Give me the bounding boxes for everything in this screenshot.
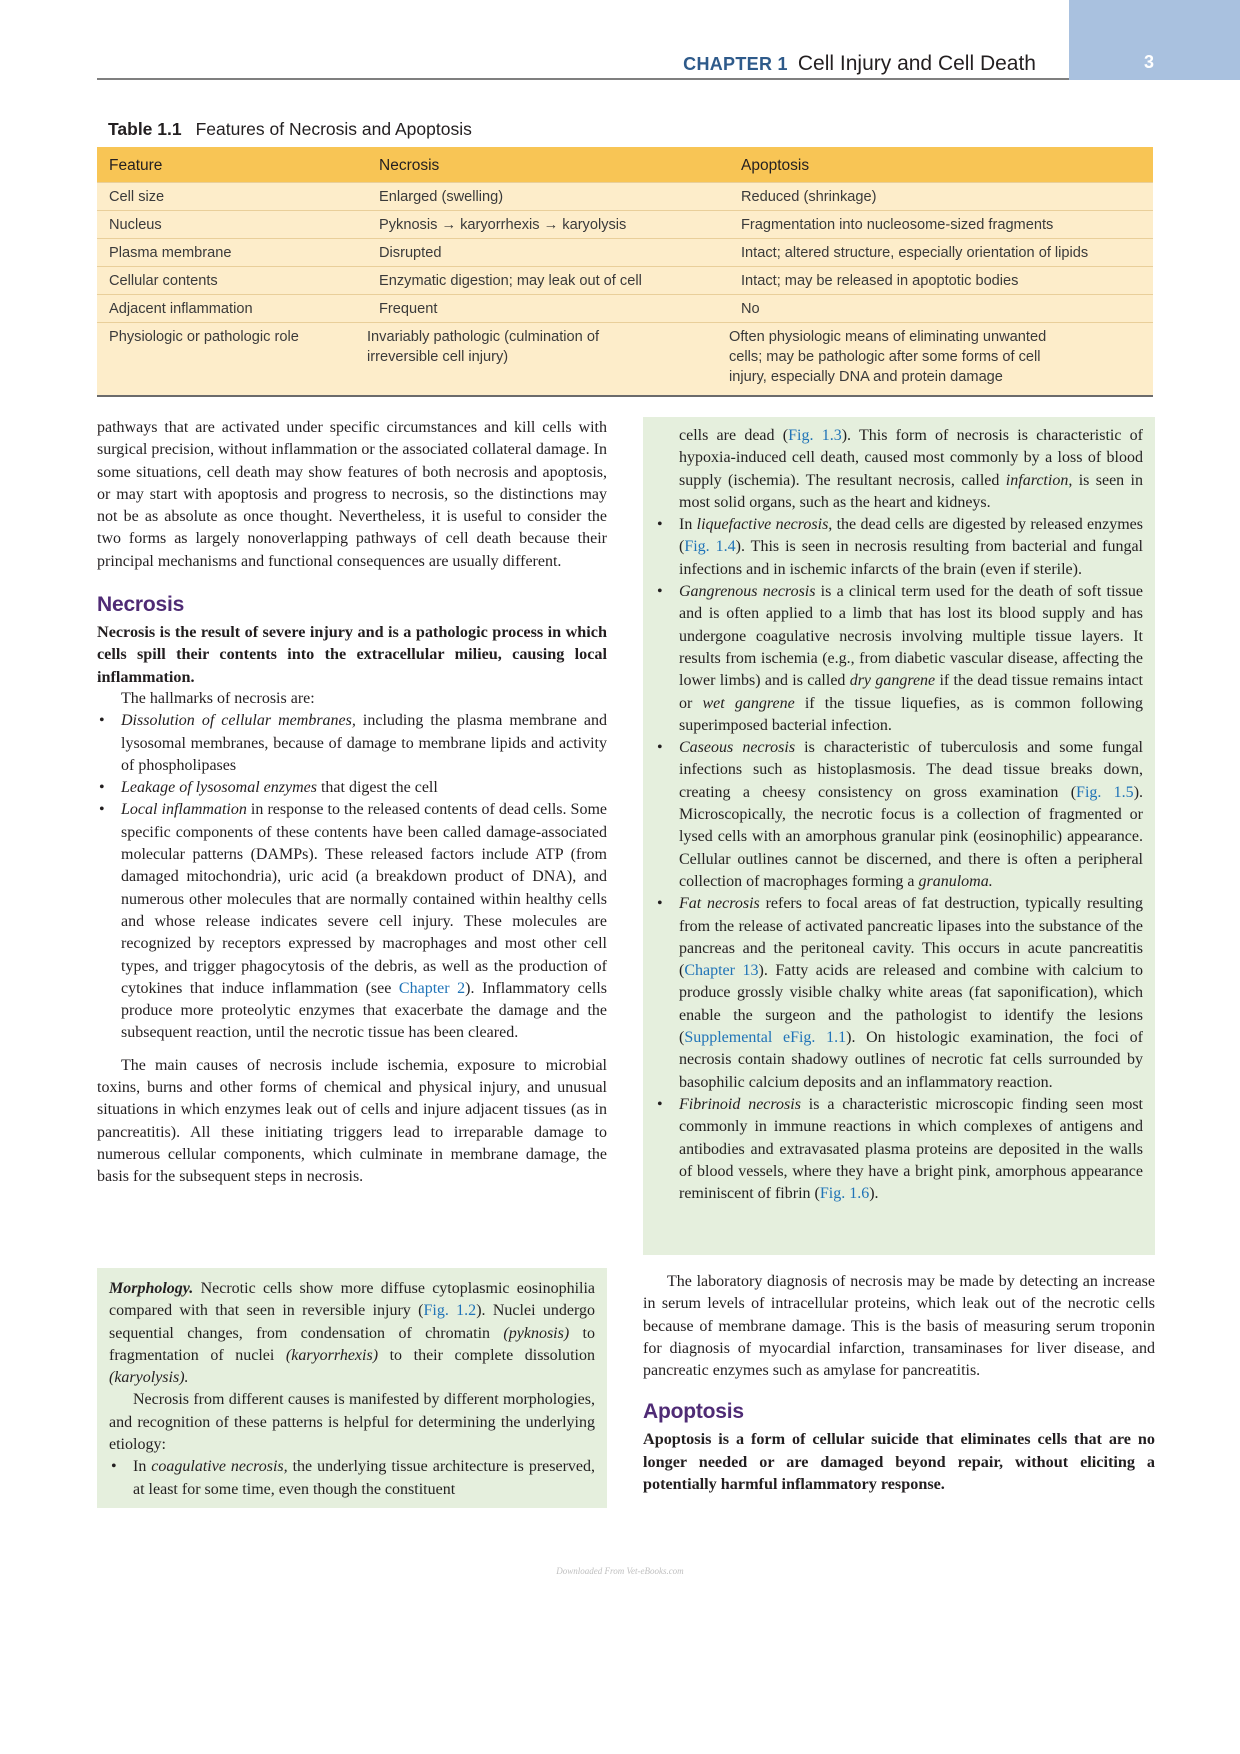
table-cell: Plasma membrane: [97, 239, 367, 267]
necrosis-heading: Necrosis: [97, 593, 185, 617]
table-cell: Enzymatic digestion; may leak out of cell: [367, 267, 729, 295]
text-run: In: [133, 1458, 152, 1476]
text-run: ). This is seen in necrosis resulting from bacterial and fungal infections and in ischemic infarcts of the brain (even if sterile).: [679, 538, 1144, 578]
list-item: [97, 799, 607, 1044]
text-run: is a characteristic microscopic finding seen most commonly in immune reactions in which complexes of antigens and antibodies and extravasated plasma proteins are deposited in the walls of blood vessels, where they have a bright pink, amorphous appearance reminiscent of fibrin (: [679, 1095, 1143, 1203]
table-cell: Disrupted: [367, 239, 729, 267]
table-cell: Intact; altered structure, especially orientation of lipids: [729, 239, 1153, 267]
chapter-label: CHAPTER 1: [683, 54, 788, 74]
term: granuloma.: [918, 872, 993, 890]
table-cell: Reduced (shrinkage): [729, 183, 1153, 211]
apoptosis-heading: Apoptosis: [643, 1400, 744, 1424]
patterns-list: [109, 1456, 595, 1501]
list-item: [655, 1094, 1143, 1205]
table-row: [97, 323, 1153, 397]
item-text: in response to the released contents of dead cells. Some specific components of these contents have been called damage-associated molecular patterns (DAMPs). These released factors include ATP (from damaged mitochondria), uric acid (a breakdown product of DNA), and numerous other molecules that are normally contained within healthy cells and whose release indicates severe cell injury. These molecules are recognized by receptors expressed by macrophages and most other cell types, and trigger phagocytosis of the debris, as well as the production of cytokines that induce inflammation (see: [121, 801, 608, 997]
table-row: [97, 295, 1153, 323]
term: infarction,: [1005, 471, 1073, 489]
table-header-row: [97, 147, 1153, 183]
term: coagulative necrosis,: [151, 1458, 288, 1476]
text-run: ). This form of necrosis is characteristic of hypoxia-induced cell death, caused most commonly by a loss of blood supply (ischemia). The resultant necrosis, called: [679, 427, 1144, 489]
table-cell: Enlarged (swelling): [367, 183, 729, 211]
morphology-paragraph: [109, 1278, 595, 1389]
necrosis-lead: Necrosis is the result of severe injury and is a pathologic process in which cells spill their contents into the extracellular milieu, causing local inflammation.: [97, 623, 607, 686]
cell-line: Often physiologic means of eliminating unwanted: [729, 329, 1047, 345]
hallmarks-list: [97, 710, 607, 1044]
table-cell: Pyknosis → karyorrhexis → karyolysis: [367, 211, 729, 239]
cell-line: irreversible cell injury): [367, 349, 509, 365]
hallmarks-intro: The hallmarks of necrosis are:: [121, 689, 315, 707]
table-cell: [729, 323, 1153, 397]
list-item: [97, 710, 607, 777]
fig-1-6-link[interactable]: Fig. 1.6: [819, 1185, 870, 1203]
table-cell: Frequent: [367, 295, 729, 323]
table-row: [97, 183, 1153, 211]
item-text: including the plasma membrane and lysosomal membranes, because of damage to membrane lipids and activity of phospholipases: [121, 712, 608, 774]
text-run: if the dead tissue remains intact or: [679, 672, 1143, 712]
lab-diagnosis-paragraph: The laboratory diagnosis of necrosis may be made by detecting an increase in serum levels of intracellular proteins, which leak out of the necrotic cells because of membrane damage. This is the basis of measuring serum troponin for diagnosis of myocardial infarction, transaminases for liver disease, and pancreatic enzymes such as amylase for pancreatitis.: [643, 1273, 1155, 1380]
causes-paragraph: The main causes of necrosis include ischemia, exposure to microbial toxins, burns and other forms of chemical and physical injury, and unusual situations in which enzymes leak out of cells and injure adjacent tissues (as in pancreatitis). All these initiating triggers lead to irreparable damage to numerous cellular components, which culminate in membrane damage, the basis for the subsequent steps in necrosis.: [97, 1056, 607, 1186]
morphology-patterns-paragraph: Necrosis from different causes is manifested by different morphologies, and recognition of these patterns is helpful for determining the underlying etiology:: [109, 1391, 595, 1454]
table-row: [97, 267, 1153, 295]
term: (pyknosis): [503, 1324, 570, 1342]
list-item: [655, 514, 1143, 581]
table-cell: Fragmentation into nucleosome-sized fragments: [729, 211, 1153, 239]
fig-1-2-link[interactable]: Fig. 1.2: [423, 1302, 477, 1320]
intro-paragraph: pathways that are activated under specific circumstances and kill cells with surgical precision, without inflammation or the associated collateral damage. In some situations, cell death may show features of both necrosis and apoptosis, or may start with apoptosis and progress to necrosis, so the distinctions may not be as absolute as once thought. Nevertheless, it is useful to consider the two forms as largely nonoverlapping pathways of cell death because their principal mechanisms and functional consequences are usually different.: [97, 419, 607, 570]
patterns-list: [655, 514, 1143, 1205]
term: Gangrenous necrosis: [679, 583, 816, 601]
term: Fat necrosis: [679, 895, 760, 913]
text-run: is characteristic of tuberculosis and some fungal infections such as histoplasmosis. The dead tissue breaks down, creating a cheesy consistency on gross examination (: [679, 739, 1143, 801]
page-number: 3: [1143, 52, 1154, 72]
term: Caseous necrosis: [679, 739, 796, 757]
table-cell: Adjacent inflammation: [97, 295, 367, 323]
text-run: ). Microscopically, the necrotic focus is a collection of fragmented or lysed cells with an amorphous granular pink (eosinophilic) appearance. Cellular outlines cannot be discerned, and there is often a peripheral collection of macrophages forming a: [679, 783, 1144, 890]
coagulative-continued: [655, 425, 1143, 514]
table-row: [97, 211, 1153, 239]
right-column-lower: [643, 1271, 1155, 1495]
download-footer: Downloaded From Vet-eBooks.com: [556, 1566, 684, 1576]
table-cell: Nucleus: [97, 211, 367, 239]
fig-1-4-link[interactable]: Fig. 1.4: [684, 538, 736, 556]
text-run: In: [679, 516, 697, 534]
text-run: ). Fatty acids are released and combine with calcium to produce grossly visible chalky white areas (fat saponification), which enable the surgeon and the pathologist to identify the lesions (: [679, 962, 1143, 1047]
term: Leakage of lysosomal enzymes: [121, 779, 317, 797]
table-cell: Intact; may be released in apoptotic bodies: [729, 267, 1153, 295]
text-run: refers to focal areas of fat destruction, typically resulting from the release of activated pancreatic lipases into the substance of the pancreas and the peritoneal cavity. This occurs in acute pancreatitis (: [679, 895, 1144, 980]
text-run: is seen in most solid organs, such as the heart and kidneys.: [679, 471, 1144, 511]
table-caption: [108, 119, 472, 140]
text-run: the underlying tissue architecture is preserved, at least for some time, even though the constituent: [133, 1458, 595, 1498]
item-text: that digest the cell: [316, 779, 438, 797]
term: Local inflammation: [121, 801, 247, 819]
term: liquefactive necrosis,: [696, 516, 833, 534]
text-run: cells are dead (: [679, 427, 789, 444]
features-table: [97, 147, 1153, 397]
table-row: [97, 239, 1153, 267]
cell-line: cells; may be pathologic after some forms of cell: [729, 349, 1041, 365]
header-rule: [97, 78, 1069, 80]
term: (karyorrhexis): [285, 1346, 379, 1364]
term: Fibrinoid necrosis: [679, 1095, 801, 1113]
running-head: [683, 52, 1036, 76]
text-run: to their complete dissolution: [378, 1346, 595, 1364]
text-run: ).: [869, 1185, 879, 1203]
term: (karyolysis).: [109, 1369, 189, 1387]
chapter-title: Cell Injury and Cell Death: [797, 52, 1036, 75]
chapter-2-link[interactable]: Chapter 2: [398, 979, 466, 997]
list-item: [655, 737, 1143, 893]
table-cell: Cellular contents: [97, 267, 367, 295]
term: wet gangrene: [702, 694, 795, 712]
cell-line: Invariably pathologic (culmination of: [367, 329, 600, 345]
table-cell: No: [729, 295, 1153, 323]
necrosis-patterns-box: [643, 417, 1155, 1255]
text-run: Necrotic cells show more diffuse cytoplasmic eosinophilia compared with that seen in reversible injury (: [109, 1280, 595, 1320]
item-text: ). Inflammatory cells produce more proteolytic enzymes that exacerbate the damage and the subsequent reaction, until the necrotic tissue has been cleared.: [121, 979, 607, 1042]
fig-1-5-link[interactable]: Fig. 1.5: [1076, 783, 1134, 801]
text-run: ). Nuclei undergo sequential changes, from condensation of chromatin: [109, 1302, 596, 1342]
table: [97, 147, 1153, 397]
list-item: [655, 893, 1143, 1094]
table-title: Features of Necrosis and Apoptosis: [195, 119, 472, 139]
left-column: [97, 417, 607, 1189]
column-header: Feature: [97, 147, 367, 183]
text-run: is a clinical term used for the death of soft tissue and is often applied to a limb that has lost its blood supply and has undergone coagulative necrosis involving multiple tissue layers. It results from ischemia (e.g., from diabetic vascular disease, affecting the lower limbs) and is called: [679, 583, 1143, 690]
fig-1-3-link[interactable]: Fig. 1.3: [788, 427, 842, 444]
text-run: to fragmentation of nuclei: [109, 1324, 595, 1364]
table-cell: Cell size: [97, 183, 367, 211]
efig-1-1-link[interactable]: Supplemental eFig. 1.1: [684, 1029, 847, 1047]
morphology-box: [97, 1268, 607, 1508]
text-run: if the tissue liquefies, as is common following superimposed bacterial infection.: [679, 694, 1143, 734]
table-cell: [367, 323, 729, 397]
list-item: [109, 1456, 595, 1501]
table-label: Table 1.1: [108, 119, 182, 139]
table-cell: Physiologic or pathologic role: [97, 323, 367, 397]
apoptosis-lead: Apoptosis is a form of cellular suicide that eliminates cells that are no longer needed or are damaged beyond repair, without eliciting a potentially harmful inflammatory response.: [643, 1430, 1155, 1494]
morphology-term: Morphology.: [109, 1280, 194, 1297]
column-header: Apoptosis: [729, 147, 1153, 183]
term: dry gangrene: [849, 672, 936, 690]
text-run: the dead cells are digested by released enzymes (: [679, 516, 1144, 556]
chapter-13-link[interactable]: Chapter 13: [684, 962, 759, 980]
list-item: [97, 777, 607, 799]
cell-line: injury, especially DNA and protein damage: [729, 369, 1003, 385]
column-header: Necrosis: [367, 147, 729, 183]
text-run: ). On histologic examination, the foci of necrosis contain shadowy outlines of necrotic fat cells surrounded by basophilic calcium deposits and an inflammatory reaction.: [679, 1029, 1143, 1091]
term: Dissolution of cellular membranes,: [121, 712, 356, 730]
list-item: [655, 581, 1143, 737]
